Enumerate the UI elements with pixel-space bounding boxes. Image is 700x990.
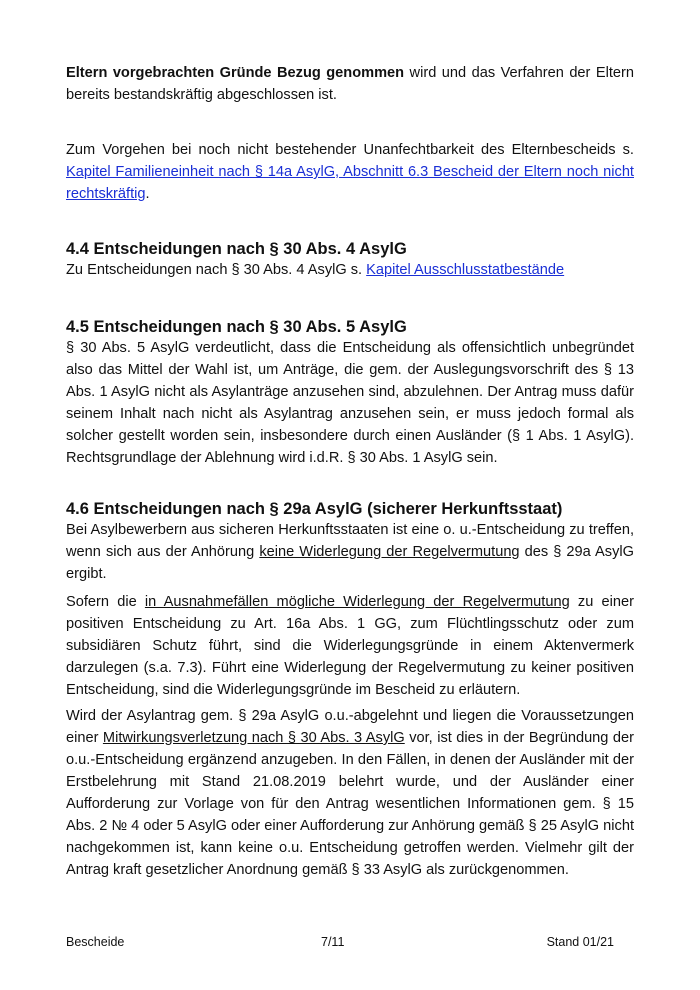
s46-p3-underlined: Mitwirkungsverletzung nach § 30 Abs. 3 AsylG: [102, 730, 405, 746]
s46-p1-underlined: keine Widerlegung der Regelvermutung: [259, 544, 520, 560]
footer-left: Bescheide: [66, 935, 125, 949]
s46-p1-text-b: des § 29a AsylG ergibt.: [66, 544, 634, 582]
s46-p3-text-a: Wird der Asylantrag gem. § 29a AsylG o.u.-abgelehnt und liegen die Voraussetzungen einer: [66, 708, 634, 746]
intro-text: wird und das Verfahren der Eltern bereits bestandskräftig abgeschlossen ist.: [66, 65, 634, 103]
s46-p2-underlined: in Ausnahmefällen mögliche Widerlegung der Regelvermutung: [144, 594, 570, 610]
link-ausschlusstatbestaende[interactable]: Kapitel Ausschlusstatbestände: [366, 262, 565, 278]
s44-text: Zu Entscheidungen nach § 30 Abs. 4 AsylG s.: [66, 262, 367, 278]
s46-paragraph-2: [66, 591, 634, 701]
footer-right: Stand 01/21: [546, 935, 614, 949]
intro-bold-text: Eltern vorgebrachten Gründe Bezug genommen: [66, 65, 405, 81]
s46-p2-text-a: Sofern die: [66, 594, 145, 610]
s46-paragraph-3: [66, 705, 634, 881]
s46-p2-text-b: zu einer positiven Entscheidung zu Art. 16a Abs. 1 GG, zum Flüchtlingsschutz oder zum subsidiären Schutz führt, sind die Widerlegungsgründe in einem Aktenvermerk darzulegen (s.a. 7.3). Führt eine Widerlegung der Regelvermutung zu keiner positiven Entscheidung, sind die Widerlegungsgründe im Bescheid zu erläutern.: [66, 594, 634, 698]
s46-p3-text-b: vor, ist dies in der Begründung der o.u.-Entscheidung ergänzend anzugeben. In den Fällen, in denen der Ausländer mit der Erstbelehrung mit Stand 21.08.2019 belehrt wurde, und der Ausländer einer Aufforderung zur Vorlage von für den Antrag wesentlichen Informationen gem. § 15 Abs. 2 № 4 oder 5 AsylG oder einer Aufforderung zur Anhörung gemäß § 25 AsylG nicht nachgekommen ist, kann keine o.u. Entscheidung getroffen werden. Vielmehr gilt der Antrag kraft gesetzlicher Anordnung gemäß § 33 AsylG als zurückgenommen.: [66, 730, 634, 878]
vorgehen-paragraph: [66, 139, 634, 205]
link-familieneinheit[interactable]: Kapitel Familieneinheit nach § 14a AsylG, Abschnitt 6.3 Bescheid der Eltern noch nicht rechtskräftig: [66, 164, 634, 202]
heading-4-4: 4.4 Entscheidungen nach § 30 Abs. 4 AsylG: [66, 240, 407, 258]
heading-4-5: 4.5 Entscheidungen nach § 30 Abs. 5 AsylG: [66, 318, 407, 336]
s44-paragraph: [66, 259, 634, 281]
vorgehen-end: .: [145, 186, 150, 202]
intro-paragraph: [66, 62, 634, 106]
s45-paragraph: § 30 Abs. 5 AsylG verdeutlicht, dass die Entscheidung als offensichtlich unbegründet also das Mittel der Wahl ist, um Anträge, die gem. der Auslegungsvorschrift des § 13 Abs. 1 AsylG nicht als Asylanträge anzusehen sind, abzulehnen. Der Antrag muss dafür seinem Inhalt nach nicht als Asylantrag anzusehen sein, er muss jedoch formal als solcher gestellt worden sein, insbesondere durch einen Ausländer (§ 1 Abs. 1 AsylG). Rechtsgrundlage der Ablehnung wird i.d.R. § 30 Abs. 1 AsylG sein.: [66, 340, 634, 466]
s46-paragraph-1: [66, 519, 634, 585]
heading-4-6: 4.6 Entscheidungen nach § 29a AsylG (sicherer Herkunftsstaat): [66, 500, 563, 518]
s46-p1-text-a: Bei Asylbewerbern aus sicheren Herkunftsstaaten ist eine o. u.-Entscheidung zu treffen, wenn sich aus der Anhörung: [66, 522, 634, 560]
vorgehen-text: Zum Vorgehen bei noch nicht bestehender Unanfechtbarkeit des Elternbescheids s.: [66, 142, 634, 158]
footer-page-number: 7/11: [321, 935, 345, 949]
page-footer: [66, 933, 614, 951]
